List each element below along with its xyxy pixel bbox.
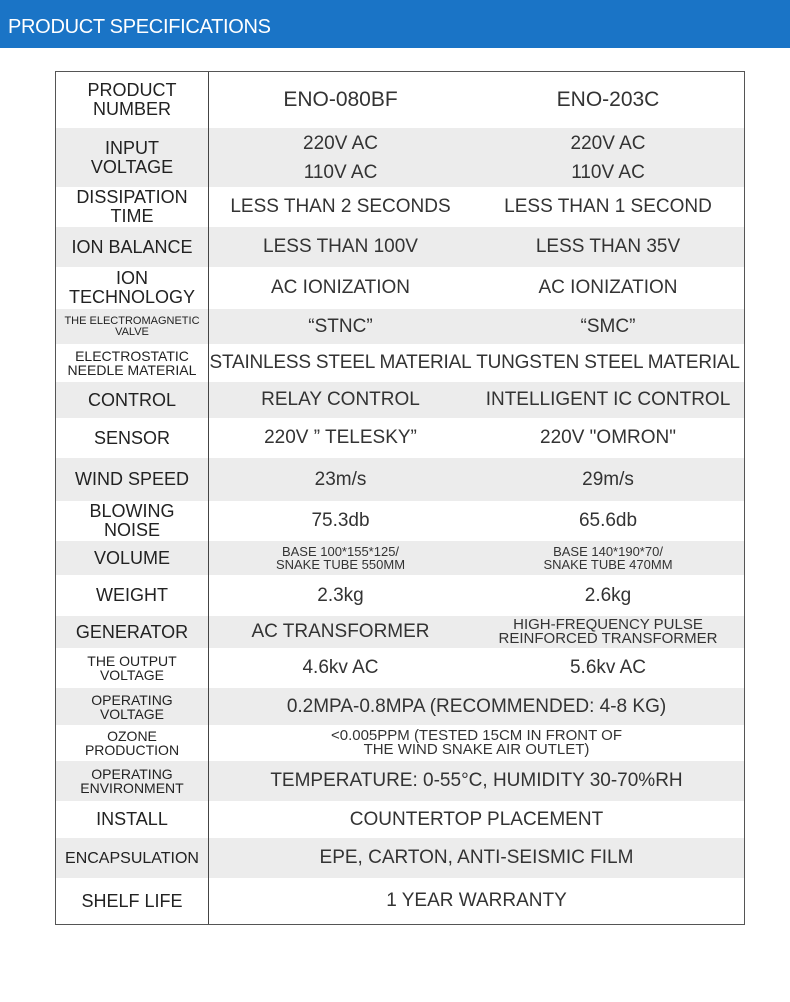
value-model-1: 2.3kg: [317, 584, 364, 606]
value-model-2: LESS THAN 35V: [535, 236, 681, 257]
table-row-ion-balance: [56, 227, 744, 267]
value-model-1: AC IONIZATION: [271, 277, 410, 298]
row-label: INSTALL: [96, 809, 168, 829]
value-model-2: 29m/s: [582, 468, 634, 490]
value-model-2: 5.6kv AC: [569, 657, 647, 678]
value-model-2: ENO-203C: [556, 88, 660, 111]
value-shared: TEMPERATURE: 0-55°C, HUMIDITY 30-70%RH: [270, 770, 683, 791]
value-model-2: 220V "OMRON": [540, 427, 676, 448]
header-banner: [0, 0, 790, 48]
table-row-electromagnetic-valve: [56, 309, 744, 344]
value-shared: COUNTERTOP PLACEMENT: [349, 808, 604, 830]
value-model-1: 23m/s: [314, 468, 367, 490]
value-model-2: INTELLIGENT IC CONTROL: [485, 389, 731, 410]
table-row-operating-voltage: [56, 688, 744, 725]
row-label: THE ELECTROMAGNETIC VALVE: [64, 314, 200, 338]
table-row-shelf-life: [56, 878, 744, 924]
row-label: WIND SPEED: [74, 469, 189, 489]
value-model-1: “STNC”: [308, 315, 373, 337]
table-row-ozone-production: [56, 725, 744, 761]
row-label: BLOWING NOISE: [89, 501, 175, 540]
row-label: ION TECHNOLOGY: [68, 268, 196, 307]
value-model-2: “SMC”: [580, 315, 636, 337]
table-row-needle-material: [56, 344, 744, 382]
value-model-1: 75.3db: [311, 510, 370, 531]
row-label: OZONE PRODUCTION: [84, 728, 180, 758]
value-model-2: LESS THAN 1 SECOND: [504, 196, 712, 217]
value-shared: <0.005PPM (TESTED 15CM IN FRONT OF THE WIND SNAKE AIR OUTLET): [330, 727, 623, 758]
table-row-output-voltage: [56, 648, 744, 688]
table-row-weight: [56, 575, 744, 616]
value-model-2: 220V AC 110V AC: [570, 132, 646, 183]
row-label: CONTROL: [87, 389, 176, 410]
table-row-input-voltage: [56, 128, 744, 187]
table-row-dissipation-time: [56, 187, 744, 227]
value-model-1: LESS THAN 100V: [263, 236, 418, 257]
row-label: SHELF LIFE: [81, 890, 183, 911]
row-label: OPERATING ENVIRONMENT: [80, 766, 184, 796]
row-label: PRODUCT NUMBER: [87, 80, 177, 119]
table-row-operating-environment: [56, 761, 744, 801]
table-row-encapsulation: [56, 838, 744, 878]
row-label: INPUT VOLTAGE: [90, 137, 174, 177]
row-label: DISSIPATION TIME: [76, 187, 188, 226]
value-model-2: AC IONIZATION: [538, 277, 678, 298]
specifications-table: [55, 71, 745, 925]
row-label: VOLUME: [93, 547, 171, 568]
value-model-1: BASE 100*155*125/ SNAKE TUBE 550MM: [275, 544, 406, 572]
value-model-2: BASE 140*190*70/ SNAKE TUBE 470MM: [543, 544, 673, 572]
row-label: SENSOR: [93, 427, 171, 448]
column-divider: [208, 72, 209, 924]
page-title: PRODUCT SPECIFICATIONS: [8, 16, 271, 38]
value-model-1: STAINLESS STEEL MATERIAL: [209, 352, 472, 373]
value-model-1: ENO-080BF: [283, 88, 398, 111]
table-row-ion-technology: [56, 267, 744, 309]
table-row-wind-speed: [56, 458, 744, 501]
table-row-install: [56, 801, 744, 838]
row-label: GENERATOR: [75, 621, 189, 642]
value-model-1: 220V ” TELESKY”: [264, 427, 417, 448]
table-row-volume: [56, 541, 744, 575]
value-shared: 0.2MPA-0.8MPA (RECOMMENDED: 4-8 KG): [286, 695, 667, 717]
value-model-2: 65.6db: [578, 510, 638, 531]
value-model-1: AC TRANSFORMER: [251, 621, 430, 642]
row-label: ION BALANCE: [71, 236, 193, 257]
value-shared: 1 YEAR WARRANTY: [386, 890, 567, 911]
row-label: WEIGHT: [96, 585, 168, 605]
row-label: THE OUTPUT VOLTAGE: [87, 653, 177, 683]
value-model-1: 220V AC 110V AC: [303, 132, 378, 183]
value-model-1: 4.6kv AC: [302, 657, 379, 678]
value-model-2: 2.6kg: [584, 584, 632, 606]
row-label: ELECTROSTATIC NEEDLE MATERIAL: [67, 348, 197, 378]
row-label: ENCAPSULATION: [65, 849, 199, 867]
value-model-2: TUNGSTEN STEEL MATERIAL: [476, 352, 740, 373]
table-row-blowing-noise: [56, 501, 744, 541]
table-row-product-number: [56, 72, 744, 128]
table-row-control: [56, 382, 744, 418]
value-shared: EPE, CARTON, ANTI-SEISMIC FILM: [319, 847, 634, 868]
value-model-1: LESS THAN 2 SECONDS: [230, 196, 451, 217]
row-label: OPERATING VOLTAGE: [91, 691, 173, 722]
value-model-2: HIGH-FREQUENCY PULSE REINFORCED TRANSFORMER: [498, 616, 718, 647]
value-model-1: RELAY CONTROL: [261, 389, 420, 410]
table-row-sensor: [56, 418, 744, 458]
table-row-generator: [56, 616, 744, 648]
